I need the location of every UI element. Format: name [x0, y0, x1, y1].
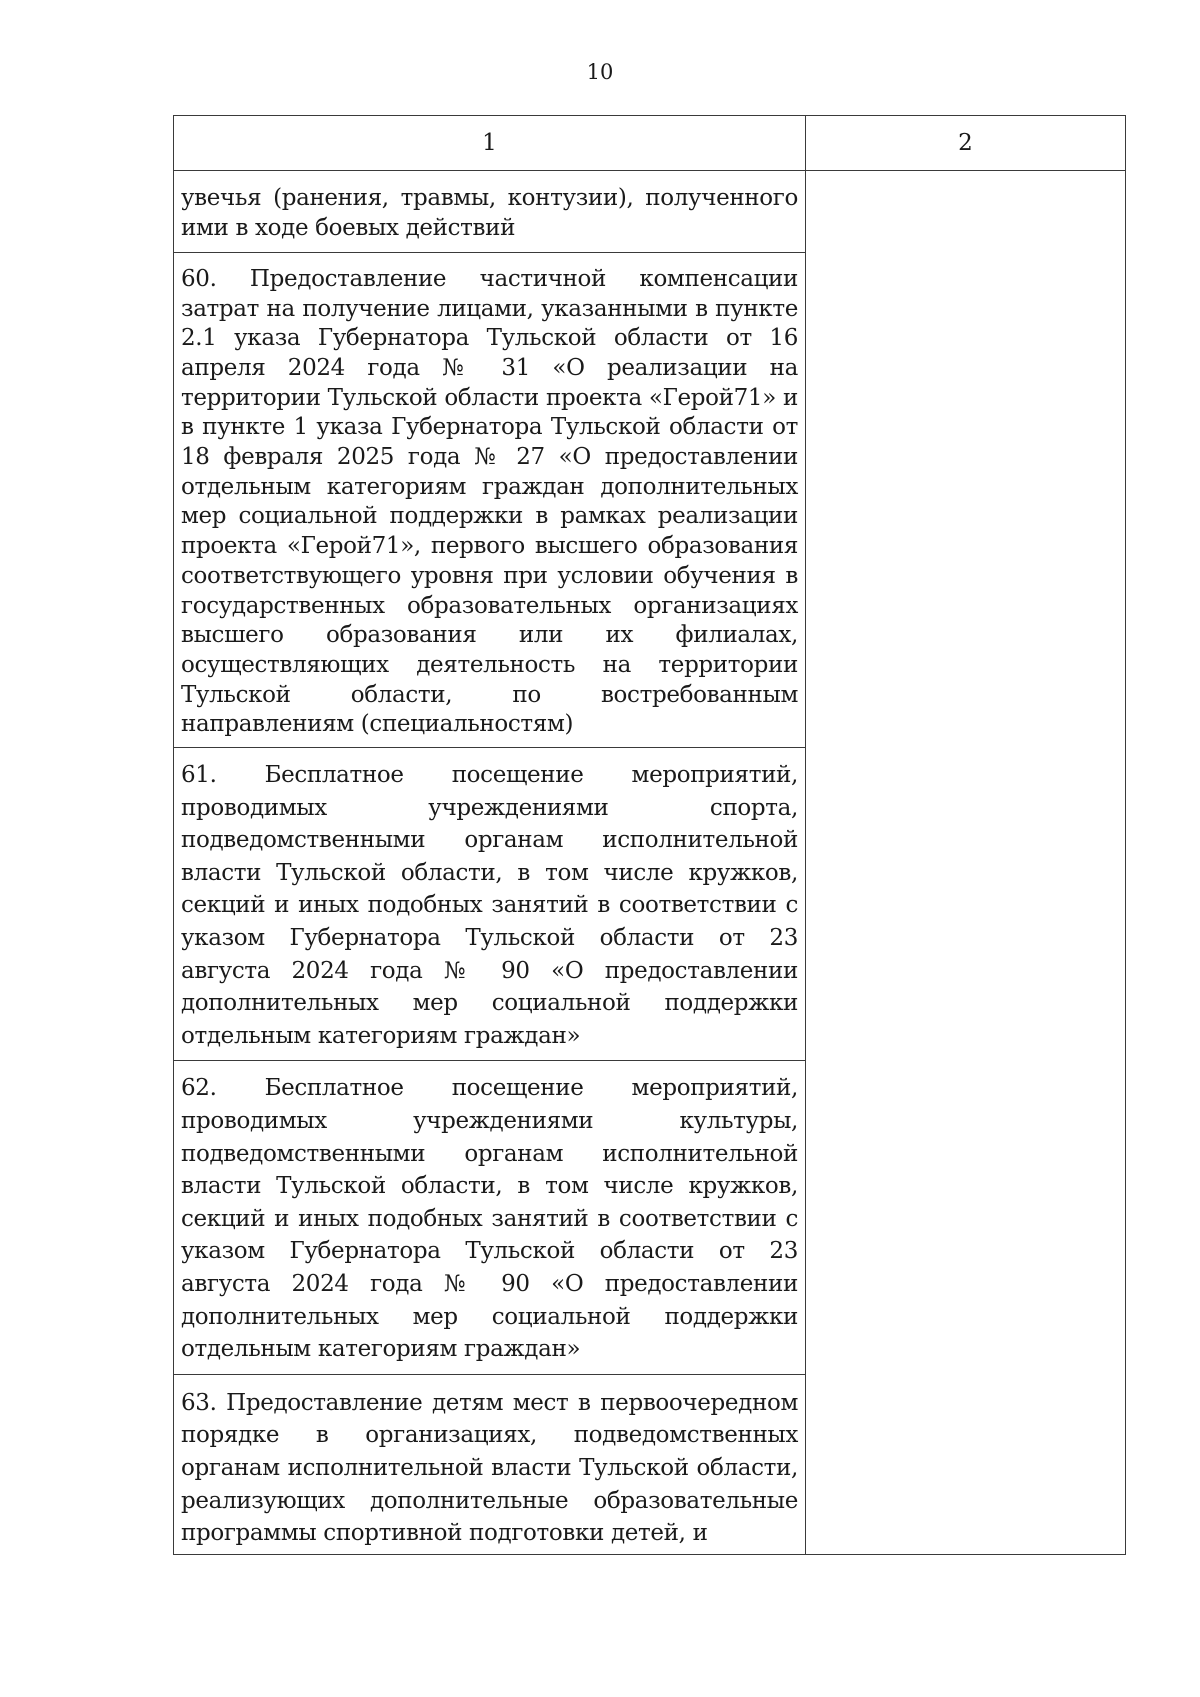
page-number: 10	[586, 60, 614, 84]
table-cell-text: 62. Бесплатное посещение мероприятий, проводимых учреждениями культуры, подведомственными органам исполнительной власти Тульской области, в том числе кружков, секций и иных подобных занятий в соответствии с указом Губернатора Тульской области от 23 августа 2024 года № 90 «О предоставлении дополнительных мер социальной поддержки отдельным категориям граждан»	[174, 1061, 806, 1374]
table-cell-empty	[806, 171, 1126, 1555]
column-header-2: 2	[806, 116, 1126, 171]
table-cell-text: увечья (ранения, травмы, контузии), полученного ими в ходе боевых действий	[174, 171, 806, 253]
document-table	[173, 115, 1126, 1555]
table-cell-text: 61. Бесплатное посещение мероприятий, проводимых учреждениями спорта, подведомственными органам исполнительной власти Тульской области, в том числе кружков, секций и иных подобных занятий в соответствии с указом Губернатора Тульской области от 23 августа 2024 года № 90 «О предоставлении дополнительных мер социальной поддержки отдельным категориям граждан»	[174, 748, 806, 1061]
table-cell-text: 63. Предоставление детям мест в первоочередном порядке в организациях, подведомственных органам исполнительной власти Тульской области, реализующих дополнительные образовательные программы спортивной подготовки детей, и	[174, 1374, 806, 1554]
table-row	[174, 171, 1126, 253]
table-cell-text: 60. Предоставление частичной компенсации затрат на получение лицами, указанными в пункте 2.1 указа Губернатора Тульской области от 16 апреля 2024 года № 31 «О реализации на территории Тульской области проекта «Герой71» и в пункте 1 указа Губернатора Тульской области от 18 февраля 2025 года № 27 «О предоставлении отдельным категориям граждан дополнительных мер социальной поддержки в рамках реализации проекта «Герой71», первого высшего образования соответствующего уровня при условии обучения в государственных образовательных организациях высшего образования или их филиалах, осуществляющих деятельность на территории Тульской области, по востребованным направлениям (специальностям)	[174, 252, 806, 747]
table-header-row	[174, 116, 1126, 171]
column-header-1: 1	[174, 116, 806, 171]
